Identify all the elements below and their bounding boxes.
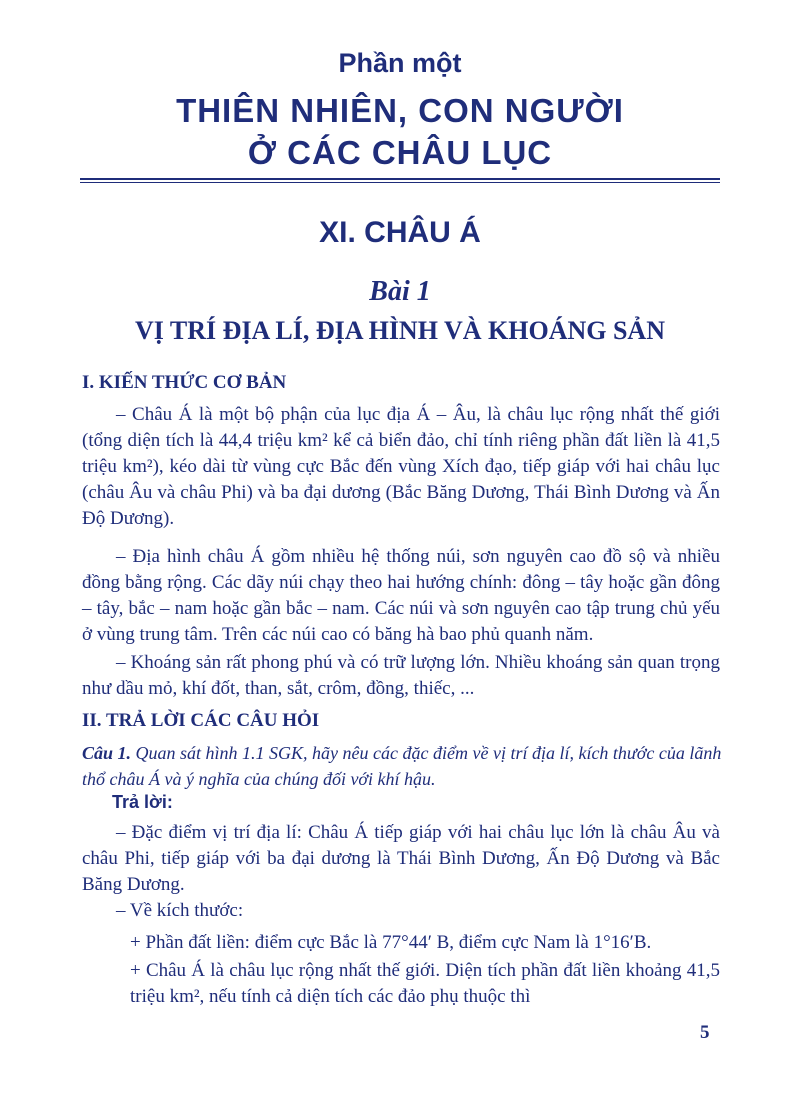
paragraph-minerals: – Khoáng sản rất phong phú và có trữ lượng lớn. Nhiều khoáng sản quan trọng như dầu mỏ, khí đốt, than, sắt, crôm, đồng, thiếc, ...	[82, 652, 720, 699]
part-label: Phần một	[338, 48, 462, 78]
page-number: 5	[700, 1022, 710, 1043]
answer-location: – Đặc điểm vị trí địa lí: Châu Á tiếp giáp với hai châu lục lớn là châu Âu và châu Phi, tiếp giáp với ba đại dương là Thái Bình Dương, Ấn Độ Dương và Bắc Băng Dương.	[82, 822, 720, 895]
question-text: Quan sát hình 1.1 SGK, hãy nêu các đặc điểm về vị trí địa lí, kích thước của lãnh thổ châu Á và ý nghĩa của chúng đối với khí hậu.	[82, 743, 722, 789]
paragraph-terrain: – Địa hình châu Á gồm nhiều hệ thống núi, sơn nguyên cao đồ sộ và nhiều đồng bằng rộng. Các dãy núi chạy theo hai hướng chính: đông – tây hoặc gần đông – tây, bắc – nam hoặc gần bắc – nam. Các núi và sơn nguyên cao tập trung chủ yếu ở vùng trung tâm. Trên các núi cao có băng hà bao phủ quanh năm.	[82, 546, 720, 645]
title-rule-thin	[80, 182, 720, 183]
section-heading-answers: II. TRẢ LỜI CÁC CÂU HỎI	[82, 710, 320, 731]
section-heading-knowledge: I. KIẾN THỨC CƠ BẢN	[82, 372, 287, 393]
question-1	[82, 740, 722, 792]
bullet-mainland: + Phần đất liền: điểm cực Bắc là 77°44′ B, điểm cực Nam là 1°16′B.	[130, 932, 652, 953]
lesson-number: Bài 1	[369, 276, 431, 307]
paragraph-location: – Châu Á là một bộ phận của lục địa Á – Âu, là châu lục rộng nhất thế giới (tổng diện tích là 44,4 triệu km² kể cả biển đảo, chỉ tính riêng phần đất liền là 41,5 triệu km²), kéo dài từ vùng cực Bắc đến vùng Xích đạo, tiếp giáp với hai châu lục (châu Âu và châu Phi) và ba đại dương (Bắc Băng Dương, Thái Bình Dương và Ấn Độ Dương).	[82, 404, 720, 529]
question-label: Câu 1.	[82, 743, 132, 763]
title-rule	[80, 178, 720, 180]
part-title-line2: Ở CÁC CHÂU LỤC	[247, 134, 553, 171]
answer-label: Trả lời:	[112, 792, 173, 812]
answer-size-intro: – Về kích thước:	[116, 900, 244, 921]
part-title-line1: THIÊN NHIÊN, CON NGƯỜI	[176, 92, 624, 129]
bullet-area: + Châu Á là châu lục rộng nhất thế giới. Diện tích phần đất liền khoảng 41,5 triệu km², nếu tính cả diện tích các đảo phụ thuộc thì	[130, 960, 720, 1007]
lesson-title: VỊ TRÍ ĐỊA LÍ, ĐỊA HÌNH VÀ KHOÁNG SẢN	[135, 316, 665, 345]
chapter-title: XI. CHÂU Á	[319, 216, 481, 249]
